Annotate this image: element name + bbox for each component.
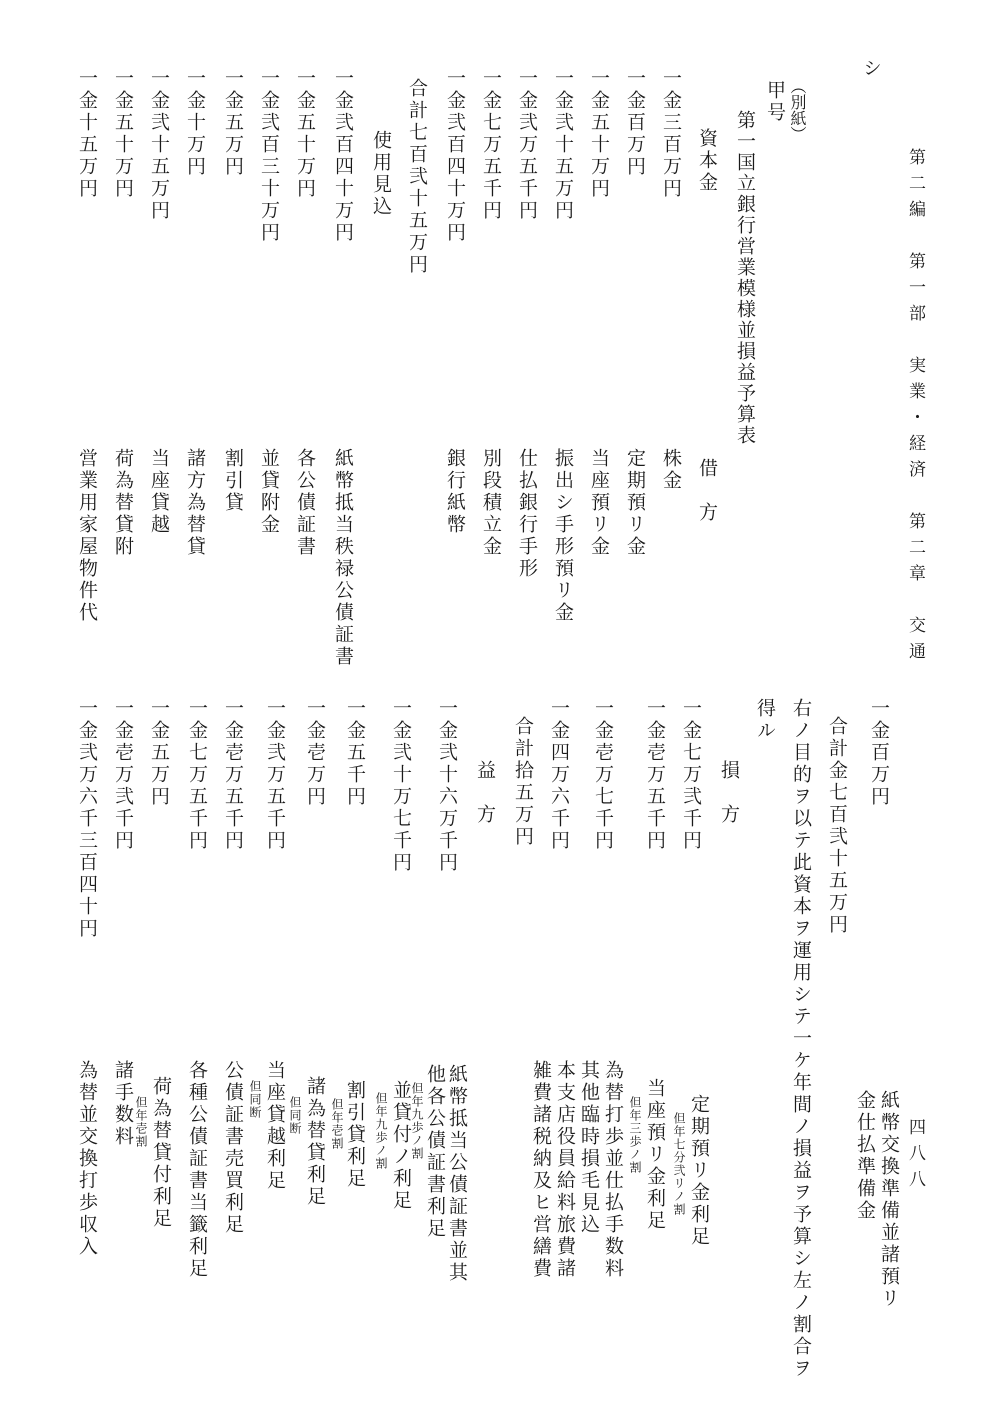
sentence-line: 得ル — [754, 698, 776, 742]
use-amount: 一金五十万円 — [294, 68, 316, 200]
capital-label: 資本金 — [696, 128, 718, 194]
fragment-text: シ — [860, 58, 882, 80]
loss-amount: 一金七万弐千円 — [680, 698, 702, 852]
profit-note: 但年壱割 — [330, 1098, 344, 1150]
loss-amount: 一金壱万五千円 — [644, 698, 666, 852]
profit-amount: 一金五万円 — [148, 698, 170, 808]
use-amount: 一金五十万円 — [112, 68, 134, 200]
use-amount: 一金十万円 — [184, 68, 206, 178]
upper-amount: 一金七万五千円 — [480, 68, 502, 222]
profit-amount: 一金壱万五千円 — [222, 698, 244, 852]
profit-note: 但年壱割 — [134, 1096, 148, 1148]
profit-amount: 一金壱万弐千円 — [112, 698, 134, 852]
upper-item: 仕払銀行手形 — [516, 448, 538, 580]
upper-item: 当座預リ金 — [588, 448, 610, 558]
upper-total: 合計七百弐十五万円 — [406, 78, 428, 276]
upper-amount: 一金弐十五万円 — [552, 68, 574, 222]
use-amount: 一金五万円 — [222, 68, 244, 178]
page-number: 四八八 — [905, 1118, 925, 1196]
profit-amount: 一金弐十万七千円 — [390, 698, 412, 874]
profit-note: 但年九歩ノ割 — [410, 1082, 424, 1160]
table-title: 第一国立銀行営業模様並損益予算表 — [734, 110, 756, 446]
profit-item: 諸手数料 — [112, 1060, 134, 1148]
profit-amount: 一金五千円 — [344, 698, 366, 808]
loss-item: 雑費諸税納及ヒ営繕費 — [530, 1060, 552, 1280]
upper-item: 銀行紙幣 — [444, 448, 466, 536]
use-item: 紙幣抵当秩禄公債証書 — [332, 448, 354, 668]
profit-label: 益 方 — [474, 760, 496, 826]
sentence-line: 右ノ目的ヲ以テ此資本ヲ運用シテ一ケ年間ノ損益ヲ予算シ左ノ割合ヲ — [790, 698, 812, 1380]
use-item: 並貸附金 — [258, 448, 280, 536]
use-item: 荷為替貸附 — [112, 448, 134, 558]
loss-item: 定期預リ金利足 — [688, 1094, 710, 1248]
loss-item: 本支店役員給料旅費諸 — [554, 1060, 576, 1280]
use-amount: 一金十五万円 — [76, 68, 98, 200]
loss-note: 但年三歩ノ割 — [628, 1096, 642, 1174]
upper-item: 株金 — [660, 448, 682, 492]
profit-item: 他各公債証書利足 — [424, 1064, 446, 1240]
first-amount: 一金百万円 — [868, 698, 890, 808]
first-item: 金仕払準備金 — [854, 1090, 876, 1222]
attachment-label: （別紙） — [788, 78, 807, 142]
upper-amount: 一金五十万円 — [588, 68, 610, 200]
use-item: 各公債証書 — [294, 448, 316, 558]
use-amount: 一金弐百四十万円 — [332, 68, 354, 244]
profit-item: 諸為替貸利足 — [304, 1076, 326, 1208]
upper-amount: 一金百万円 — [624, 68, 646, 178]
use-amount: 一金弐百三十万円 — [258, 68, 280, 244]
loss-item: 当座預リ金利足 — [644, 1078, 666, 1232]
upper-item: 定期預リ金 — [624, 448, 646, 558]
profit-amount: 一金弐万五千円 — [264, 698, 286, 852]
use-label: 使用見込 — [370, 130, 392, 218]
profit-item: 並貸付ノ利足 — [390, 1080, 412, 1212]
profit-item: 公債証書売買利足 — [222, 1060, 244, 1236]
lower-total: 合計金七百弐十五万円 — [826, 716, 848, 936]
upper-amount: 一金弐万五千円 — [516, 68, 538, 222]
upper-item: 振出シ手形預リ金 — [552, 448, 574, 624]
profit-item: 当座貸越利足 — [264, 1060, 286, 1192]
profit-item: 割引貸利足 — [344, 1080, 366, 1190]
profit-note: 但年九歩ノ割 — [374, 1092, 388, 1170]
use-item: 割引貸 — [222, 448, 244, 514]
upper-item: 別段積立金 — [480, 448, 502, 558]
loss-label: 損 方 — [718, 760, 740, 826]
use-item: 営業用家屋物件代 — [76, 448, 98, 624]
upper-amount: 一金三百万円 — [660, 68, 682, 200]
use-item: 当座貸越 — [148, 448, 170, 536]
profit-amount: 一金七万五千円 — [186, 698, 208, 852]
upper-amount: 一金弐百四十万円 — [444, 68, 466, 244]
profit-amount: 一金壱万円 — [304, 698, 326, 808]
loss-note: 但年七分弐リノ割 — [672, 1112, 686, 1216]
use-item: 諸方為替貸 — [184, 448, 206, 558]
attachment-kou: 甲号 — [764, 80, 786, 124]
profit-note: 但同断 — [288, 1096, 302, 1135]
profit-amount: 一金弐十六万千円 — [436, 698, 458, 874]
profit-item: 各種公債証書当籤利足 — [186, 1060, 208, 1280]
loss-total: 合計拾五万円 — [512, 716, 534, 848]
loss-item: 其他臨時損毛見込 — [578, 1060, 600, 1236]
profit-note: 但同断 — [248, 1080, 262, 1119]
loss-amount: 一金壱万七千円 — [592, 698, 614, 852]
profit-amount: 一金弐万六千三百四十円 — [76, 698, 98, 940]
profit-item: 紙幣抵当公債証書並其 — [446, 1064, 468, 1284]
first-item: 紙幣交換準備並諸預リ — [878, 1090, 900, 1310]
loss-item: 為替打歩並仕払手数料 — [602, 1060, 624, 1280]
use-amount: 一金弐十五万円 — [148, 68, 170, 222]
running-title: 第二編 第一部 実業・経済 第二章 交通 — [905, 148, 925, 668]
profit-item: 為替並交換打歩収入 — [76, 1060, 98, 1258]
profit-item: 荷為替貸付利足 — [150, 1076, 172, 1230]
loss-amount: 一金四万六千円 — [548, 698, 570, 852]
debit-label: 借 方 — [696, 458, 718, 524]
